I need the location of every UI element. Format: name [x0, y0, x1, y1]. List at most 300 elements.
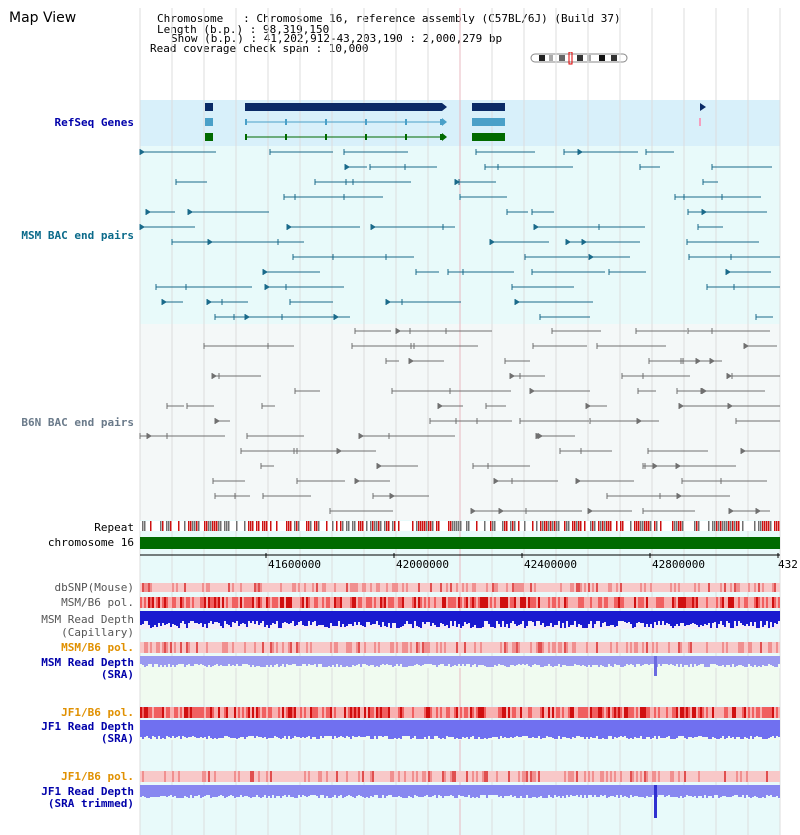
density-cell [168, 771, 170, 782]
repeat-element [418, 521, 420, 531]
density-cell [648, 583, 650, 592]
depth-bar [396, 720, 398, 739]
density-cell [320, 642, 322, 653]
depth-bar [386, 656, 388, 664]
depth-bar [730, 720, 732, 738]
density-cell [222, 642, 224, 653]
density-cell [222, 583, 224, 592]
repeat-element [642, 521, 644, 531]
density-cell [622, 771, 624, 782]
density-cell [222, 707, 224, 718]
depth-bar [758, 785, 760, 798]
density-cell [294, 583, 296, 592]
density-cell [638, 707, 640, 718]
density-cell [560, 597, 562, 608]
depth-bar [510, 611, 512, 623]
track-label-jf1-depth-sra-sub: (SRA) [100, 732, 134, 745]
depth-bar [506, 785, 508, 796]
repeat-element [678, 521, 680, 531]
depth-bar [626, 656, 628, 664]
density-cell [236, 583, 238, 592]
density-cell [330, 707, 332, 718]
density-cell [710, 597, 712, 608]
density-cell [498, 583, 500, 592]
depth-bar [592, 656, 594, 665]
density-cell [226, 597, 228, 608]
density-cell [208, 597, 210, 608]
depth-bar [288, 720, 290, 736]
depth-bar [696, 785, 698, 798]
track-label-msm-depth-sra[interactable]: MSM Read Depth [41, 656, 134, 669]
depth-bar [462, 656, 464, 664]
density-cell [496, 707, 498, 718]
density-cell [470, 771, 472, 782]
depth-bar [680, 611, 682, 623]
depth-bar [768, 785, 770, 796]
depth-bar [246, 611, 248, 627]
density-cell [370, 583, 372, 592]
depth-bar [740, 611, 742, 623]
depth-bar [616, 656, 618, 665]
depth-bar [212, 611, 214, 624]
density-cell [422, 771, 424, 782]
density-cell [284, 597, 286, 608]
depth-bar [764, 785, 766, 798]
track-label-refseq[interactable]: RefSeq Genes [54, 116, 134, 129]
density-cell [428, 771, 430, 782]
track-label-msm-b6-pol-2[interactable]: MSM/B6 pol. [61, 641, 134, 654]
depth-bar [590, 720, 592, 737]
density-cell [354, 597, 356, 608]
density-cell [746, 707, 748, 718]
depth-bar [722, 656, 724, 665]
density-cell [364, 707, 366, 718]
density-cell [576, 707, 578, 718]
repeat-element [454, 521, 456, 531]
depth-bar [666, 785, 668, 796]
depth-bar [538, 611, 540, 621]
density-cell [282, 707, 284, 718]
density-cell [236, 707, 238, 718]
density-cell [550, 707, 552, 718]
density-cell [462, 597, 464, 608]
density-cell [774, 597, 776, 608]
track-label-chromosome[interactable]: chromosome 16 [47, 536, 134, 549]
depth-bar [412, 785, 414, 798]
density-cell [616, 642, 618, 653]
depth-bar [252, 785, 254, 797]
density-cell [456, 771, 458, 782]
density-cell [246, 707, 248, 718]
depth-bar [480, 785, 482, 795]
density-cell [778, 771, 780, 782]
density-cell [396, 583, 398, 592]
depth-bar [530, 611, 532, 621]
density-cell [266, 597, 268, 608]
depth-bar [240, 656, 242, 666]
depth-bar [392, 656, 394, 667]
depth-bar [268, 611, 270, 628]
density-cell [492, 771, 494, 782]
depth-bar [774, 720, 776, 738]
depth-bar [328, 611, 330, 628]
depth-bar [174, 656, 176, 667]
density-cell [764, 642, 766, 653]
depth-bar [394, 656, 396, 666]
track-label-jf1-b6-pol-1[interactable]: JF1/B6 pol. [61, 706, 134, 719]
density-cell [614, 597, 616, 608]
depth-bar [700, 785, 702, 796]
track-label-b6n-bac[interactable]: B6N BAC end pairs [21, 416, 134, 429]
density-cell [432, 771, 434, 782]
depth-bar [468, 611, 470, 623]
density-cell [750, 771, 752, 782]
density-cell [538, 597, 540, 608]
depth-bar [584, 720, 586, 739]
density-cell [676, 707, 678, 718]
depth-bar [488, 785, 490, 795]
depth-bar [776, 785, 778, 796]
density-cell [302, 707, 304, 718]
density-cell [594, 771, 596, 782]
density-cell [274, 707, 276, 718]
density-cell [552, 707, 554, 718]
density-cell [438, 597, 440, 608]
depth-bar [720, 611, 722, 621]
density-cell [268, 771, 270, 782]
track-label-jf1-depth-trimmed[interactable]: JF1 Read Depth [41, 785, 134, 798]
depth-bar [184, 656, 186, 667]
depth-bar [632, 611, 634, 628]
depth-bar [526, 611, 528, 626]
depth-bar [348, 611, 350, 624]
depth-bar [664, 785, 666, 797]
density-cell [348, 583, 350, 592]
depth-bar [262, 785, 264, 797]
depth-bar [516, 611, 518, 626]
density-cell [456, 597, 458, 608]
density-cell [558, 583, 560, 592]
depth-bar [724, 611, 726, 627]
depth-bar [260, 611, 262, 623]
depth-bar [578, 611, 580, 624]
depth-bar [364, 611, 366, 627]
density-cell [646, 597, 648, 608]
depth-bar [466, 785, 468, 797]
density-cell [716, 597, 718, 608]
density-cell [522, 583, 524, 592]
density-cell [412, 707, 414, 718]
gene-marker [699, 118, 701, 126]
depth-bar [548, 611, 550, 626]
density-cell [728, 642, 730, 653]
density-cell [646, 642, 648, 653]
repeat-element [604, 521, 606, 531]
density-cell [398, 597, 400, 608]
density-cell [742, 642, 744, 653]
density-cell [664, 771, 666, 782]
density-cell [324, 642, 326, 653]
density-cell [160, 707, 162, 718]
density-cell [234, 597, 236, 608]
density-cell [508, 707, 510, 718]
track-label-msm-bac[interactable]: MSM BAC end pairs [21, 229, 134, 242]
depth-bar [642, 611, 644, 623]
density-cell [548, 583, 550, 592]
density-cell [538, 642, 540, 653]
repeat-element [778, 521, 780, 531]
depth-bar [230, 611, 232, 627]
density-cell [570, 771, 572, 782]
density-cell [570, 707, 572, 718]
density-cell [598, 771, 600, 782]
depth-bar [572, 720, 574, 737]
depth-bar [676, 611, 678, 624]
depth-bar [298, 611, 300, 622]
density-cell [596, 583, 598, 592]
depth-bar [400, 785, 402, 797]
density-cell [604, 771, 606, 782]
coverage-span-info: Read coverage check span : 10,000 [150, 42, 369, 55]
repeat-element [252, 521, 254, 531]
density-cell [640, 771, 642, 782]
depth-bar [208, 785, 210, 795]
track-label-msm-depth-capillary[interactable]: MSM Read Depth [41, 613, 134, 626]
density-cell [756, 771, 758, 782]
depth-bar [180, 656, 182, 664]
depth-bar [238, 656, 240, 666]
depth-bar [490, 720, 492, 738]
density-cell [572, 707, 574, 718]
density-cell [152, 597, 154, 608]
depth-bar [156, 720, 158, 739]
depth-bar [388, 611, 390, 623]
depth-bar [596, 785, 598, 797]
density-cell [356, 583, 358, 592]
depth-bar [410, 611, 412, 624]
density-cell [622, 597, 624, 608]
density-cell [176, 707, 178, 718]
depth-bar [440, 656, 442, 664]
depth-bar [526, 785, 528, 795]
depth-bar [602, 720, 604, 738]
depth-bar [248, 720, 250, 736]
repeat-element [420, 521, 422, 531]
density-cell [530, 771, 532, 782]
density-cell [388, 707, 390, 718]
density-cell [364, 597, 366, 608]
density-cell [658, 707, 660, 718]
depth-bar [250, 611, 252, 623]
depth-bar [508, 720, 510, 738]
density-cell [646, 771, 648, 782]
density-cell [712, 771, 714, 782]
depth-bar [420, 785, 422, 797]
density-cell [670, 583, 672, 592]
depth-bar [196, 720, 198, 738]
depth-bar [442, 656, 444, 664]
density-cell [276, 583, 278, 592]
depth-bar [472, 656, 474, 665]
density-cell [440, 642, 442, 653]
density-cell [626, 642, 628, 653]
density-cell [584, 583, 586, 592]
density-cell [288, 771, 290, 782]
density-cell [556, 707, 558, 718]
depth-bar [708, 656, 710, 667]
depth-bar [380, 656, 382, 665]
density-cell [644, 707, 646, 718]
depth-bar [182, 656, 184, 664]
density-cell [466, 597, 468, 608]
depth-bar [320, 720, 322, 736]
depth-bar [744, 611, 746, 626]
depth-bar [576, 611, 578, 627]
density-cell [744, 583, 746, 592]
density-cell [230, 597, 232, 608]
depth-bar [236, 720, 238, 739]
density-cell [616, 771, 618, 782]
density-cell [630, 771, 632, 782]
depth-bar [438, 720, 440, 738]
depth-bar [144, 611, 146, 621]
depth-bar [636, 785, 638, 796]
depth-bar [434, 656, 436, 665]
depth-bar [280, 611, 282, 628]
density-cell [684, 597, 686, 608]
depth-bar [750, 656, 752, 666]
depth-bar [696, 720, 698, 737]
density-cell [198, 583, 200, 592]
density-cell [372, 597, 374, 608]
depth-bar [414, 611, 416, 621]
depth-bar [364, 656, 366, 664]
depth-bar [698, 720, 700, 736]
depth-bar [210, 720, 212, 738]
depth-bar [220, 720, 222, 738]
track-label-msm-b6-pol-1[interactable]: MSM/B6 pol. [61, 596, 134, 609]
depth-bar [188, 785, 190, 798]
density-cell [660, 583, 662, 592]
density-cell [402, 771, 404, 782]
repeat-element [204, 521, 206, 531]
repeat-element [150, 521, 152, 531]
density-cell [516, 771, 518, 782]
depth-bar [526, 656, 528, 664]
density-cell [628, 642, 630, 653]
depth-bar [692, 611, 694, 623]
density-cell [556, 771, 558, 782]
density-cell [258, 583, 260, 592]
depth-bar [700, 611, 702, 625]
density-cell [688, 707, 690, 718]
density-cell [196, 642, 198, 653]
depth-bar [608, 656, 610, 664]
depth-bar [694, 656, 696, 664]
density-cell [280, 642, 282, 653]
density-cell [670, 597, 672, 608]
depth-bar [522, 720, 524, 736]
density-cell [316, 707, 318, 718]
density-cell [750, 583, 752, 592]
density-cell [554, 597, 556, 608]
density-cell [694, 771, 696, 782]
density-cell [772, 583, 774, 592]
depth-bar [180, 720, 182, 739]
density-cell [366, 597, 368, 608]
track-label-jf1-depth-sra[interactable]: JF1 Read Depth [41, 720, 134, 733]
repeat-element [648, 521, 650, 531]
depth-bar [502, 785, 504, 798]
density-cell [236, 771, 238, 782]
density-cell [766, 642, 768, 653]
depth-bar [276, 785, 278, 796]
depth-bar [506, 720, 508, 738]
density-cell [156, 642, 158, 653]
repeat-element [572, 521, 574, 531]
density-cell [180, 771, 182, 782]
depth-bar [752, 785, 754, 797]
density-cell [742, 597, 744, 608]
density-cell [408, 707, 410, 718]
depth-bar [290, 656, 292, 665]
repeat-element [422, 521, 424, 531]
density-cell [458, 583, 460, 592]
density-cell [274, 642, 276, 653]
density-cell [620, 583, 622, 592]
depth-bar [398, 656, 400, 666]
depth-bar [702, 720, 704, 737]
density-cell [572, 642, 574, 653]
density-cell [456, 707, 458, 718]
density-cell [770, 642, 772, 653]
track-label-dbsnp[interactable]: dbSNP(Mouse) [54, 581, 134, 594]
density-cell [488, 771, 490, 782]
depth-bar [714, 785, 716, 795]
density-cell [356, 597, 358, 608]
depth-bar [366, 785, 368, 797]
density-cell [614, 771, 616, 782]
depth-bar [186, 611, 188, 628]
depth-bar [718, 611, 720, 624]
depth-bar [476, 785, 478, 797]
depth-bar [750, 720, 752, 736]
depth-bar [736, 611, 738, 626]
track-label-jf1-b6-pol-2[interactable]: JF1/B6 pol. [61, 770, 134, 783]
depth-bar [476, 720, 478, 739]
depth-bar [626, 785, 628, 797]
depth-bar [534, 720, 536, 738]
depth-bar [738, 720, 740, 737]
depth-bar [152, 611, 154, 627]
density-cell [264, 642, 266, 653]
density-cell [228, 642, 230, 653]
depth-bar [264, 720, 266, 737]
density-cell [776, 707, 778, 718]
repeat-element [236, 521, 238, 531]
density-cell [730, 771, 732, 782]
density-cell [570, 597, 572, 608]
density-cell [462, 642, 464, 653]
density-cell [696, 707, 698, 718]
depth-bar [580, 656, 582, 666]
density-cell [600, 707, 602, 718]
track-label-repeat[interactable]: Repeat [94, 521, 134, 534]
depth-bar [266, 656, 268, 665]
depth-bar [730, 785, 732, 797]
density-cell [562, 707, 564, 718]
density-cell [442, 642, 444, 653]
